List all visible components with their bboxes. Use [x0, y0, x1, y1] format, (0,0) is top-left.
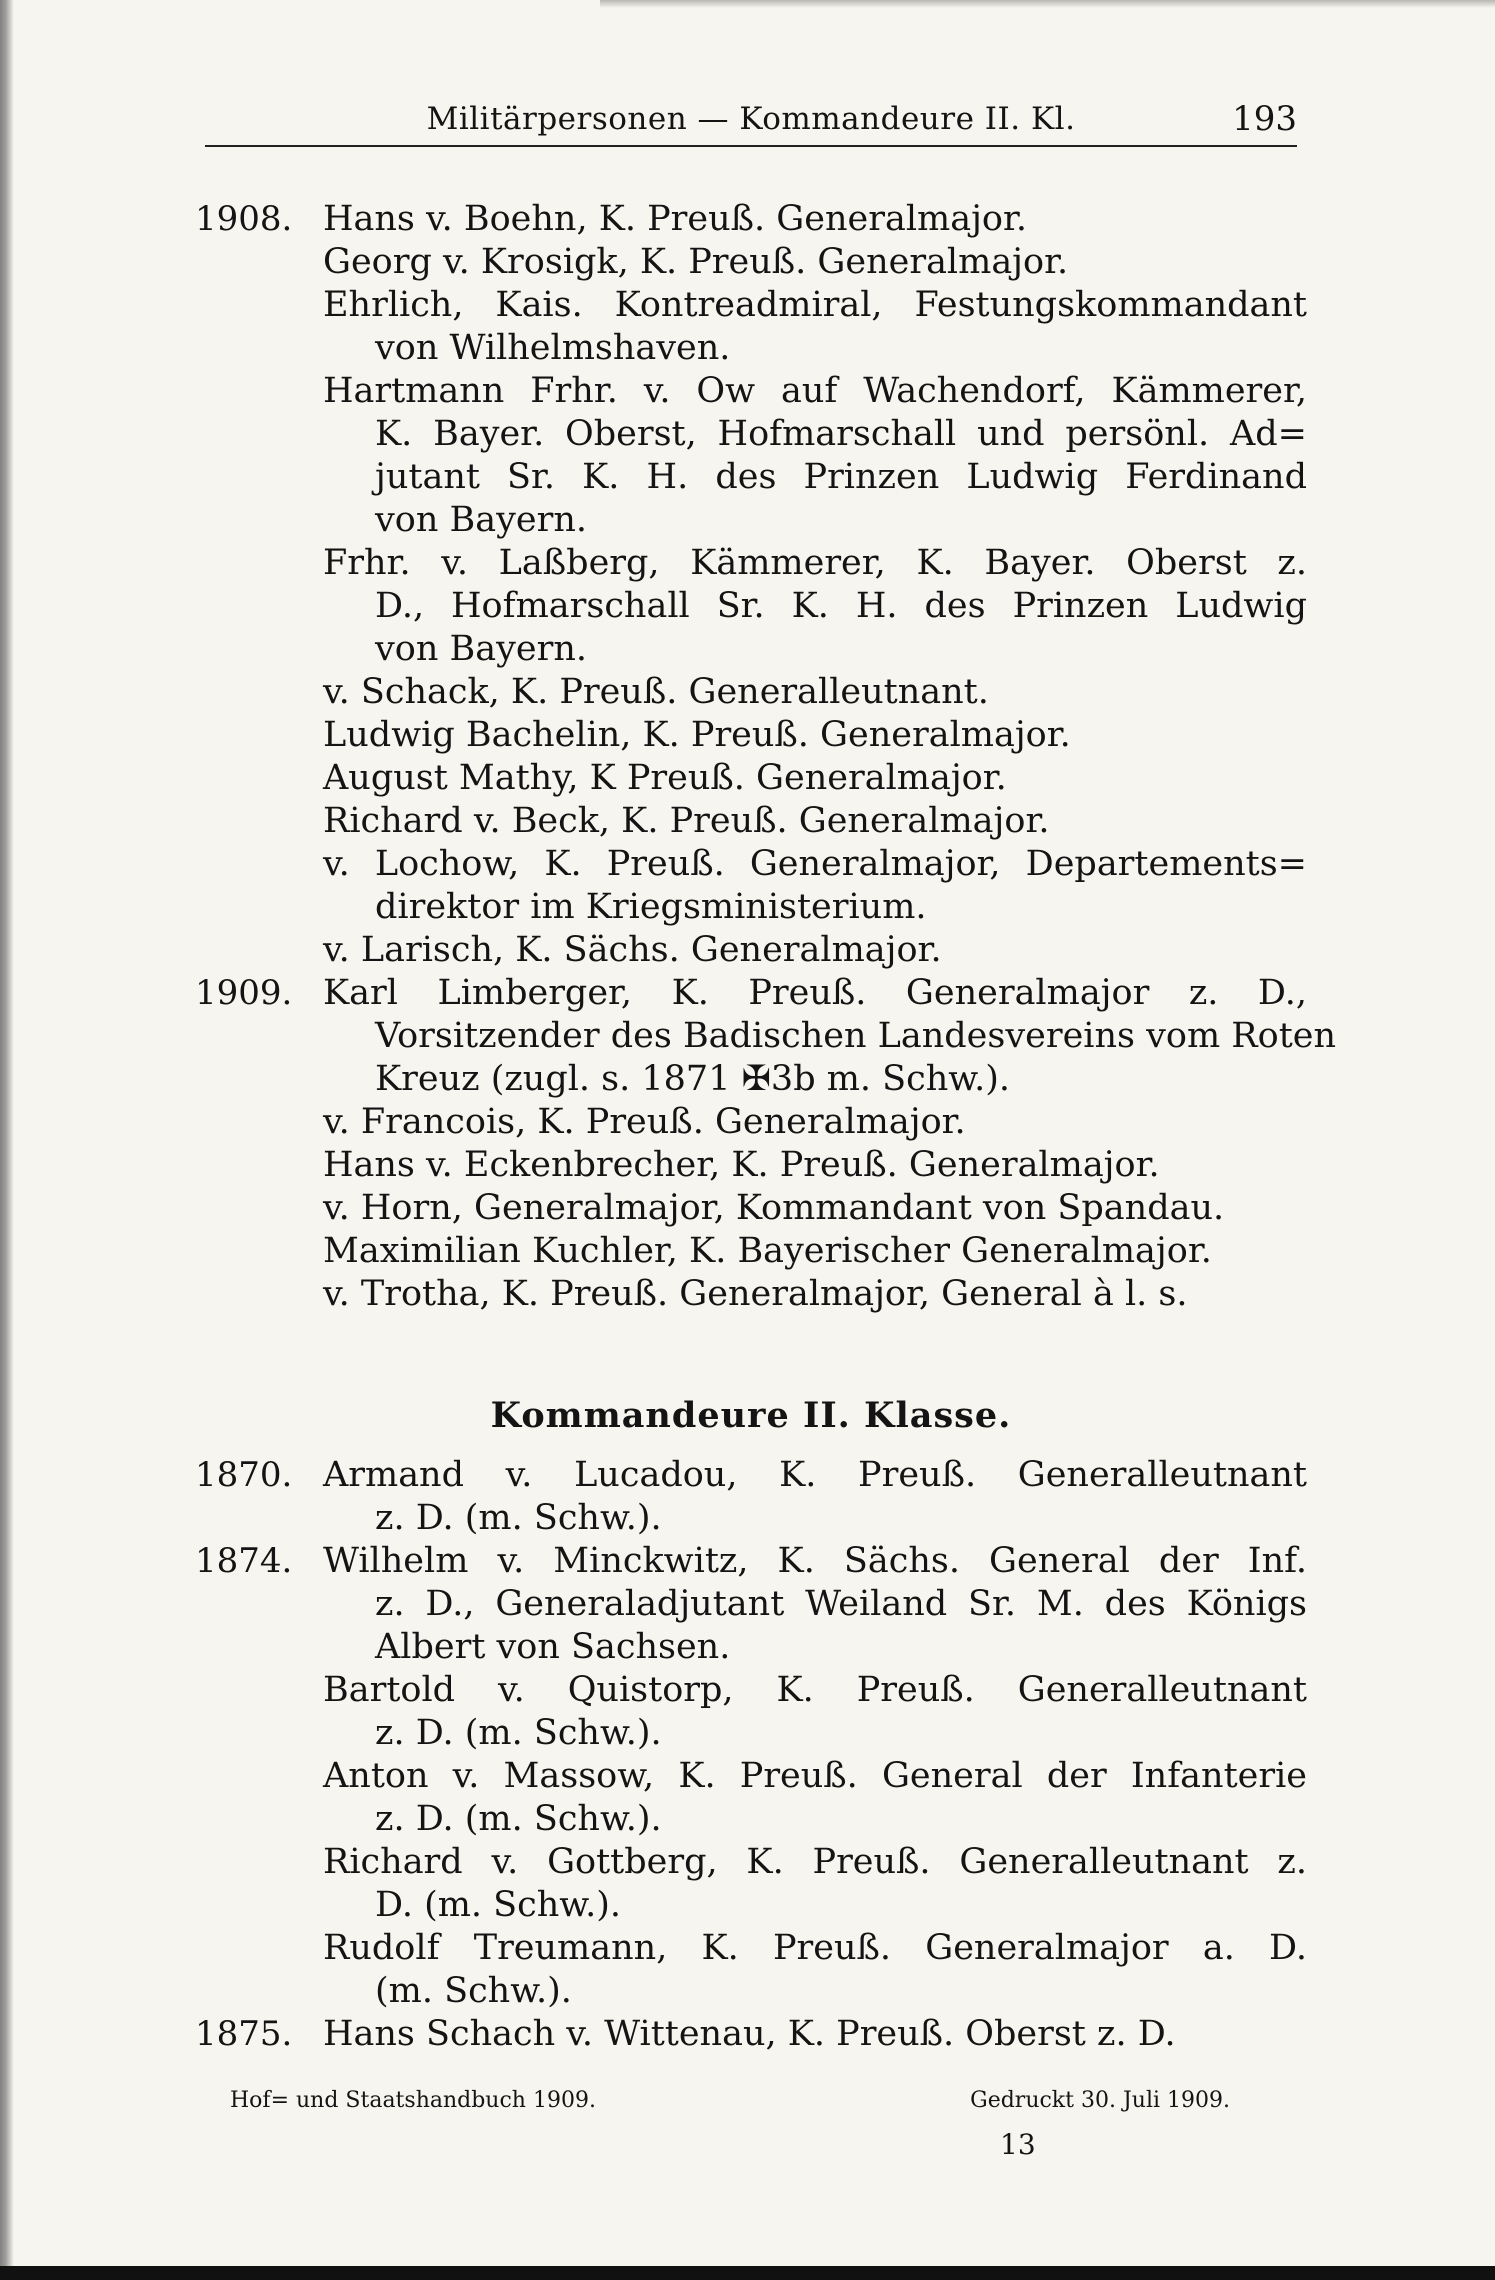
entry-continuation-line: (m. Schw.). — [375, 1971, 572, 2011]
entry-line: v. Larisch, K. Sächs. Generalmajor. — [323, 930, 942, 970]
entry-continuation-line: jutant Sr. K. H. des Prinzen Ludwig Ferdinand — [375, 457, 1307, 497]
register-entry — [195, 1144, 1307, 1187]
entry-line: Ehrlich, Kais. Kontreadmiral, Festungskommandant — [323, 285, 1307, 325]
register-entry — [195, 1273, 1307, 1316]
register-entry — [195, 2013, 1307, 2056]
register-entry — [195, 284, 1307, 370]
entry-line: v. Horn, Generalmajor, Kommandant von Spandau. — [323, 1188, 1225, 1228]
printer-signature: 13 — [1000, 2128, 1036, 2161]
register-entry — [195, 757, 1307, 800]
entry-line: Bartold v. Quistorp, K. Preuß. Generalleutnant — [323, 1670, 1307, 1710]
entry-line: Georg v. Krosigk, K. Preuß. Generalmajor. — [323, 242, 1069, 282]
entry-line: v. Schack, K. Preuß. Generalleutnant. — [323, 672, 989, 712]
entry-line: Hartmann Frhr. v. Ow auf Wachendorf, Kämmerer, — [323, 371, 1307, 411]
entry-year: 1909. — [195, 973, 293, 1013]
register-entry — [195, 843, 1307, 929]
entry-continuation-line: D. (m. Schw.). — [375, 1885, 621, 1925]
entry-continuation-line: z. D. (m. Schw.). — [375, 1713, 662, 1753]
entry-line: Armand v. Lucadou, K. Preuß. Generalleutnant — [323, 1455, 1307, 1495]
entry-line: Ludwig Bachelin, K. Preuß. Generalmajor. — [323, 715, 1071, 755]
entry-continuation-line: K. Bayer. Oberst, Hofmarschall und persönl. Ad= — [375, 414, 1307, 454]
entry-line: Maximilian Kuchler, K. Bayerischer Generalmajor. — [323, 1231, 1212, 1271]
page-content — [195, 198, 1337, 2056]
entry-year: 1908. — [195, 199, 293, 239]
entry-continuation-line: Vorsitzender des Badischen Landesvereins vom Roten — [375, 1016, 1337, 1056]
running-head — [205, 95, 1297, 147]
register-entry — [195, 714, 1307, 757]
register-entry — [195, 198, 1307, 241]
entry-line: August Mathy, K Preuß. Generalmajor. — [323, 758, 1007, 798]
register-entry — [195, 1454, 1307, 1540]
entry-line: Wilhelm v. Minckwitz, K. Sächs. General der Inf. — [323, 1541, 1307, 1581]
entry-year: 1875. — [195, 2014, 293, 2054]
entry-line: Rudolf Treumann, K. Preuß. Generalmajor a. D. — [323, 1928, 1307, 1968]
entry-list-kommandeure-2 — [195, 1454, 1307, 2056]
section-gap — [195, 1316, 1307, 1386]
entry-line: v. Lochow, K. Preuß. Generalmajor, Departements= — [323, 844, 1307, 884]
page-number: 193 — [1232, 99, 1297, 139]
entry-year: 1870. — [195, 1455, 293, 1495]
entry-line: Richard v. Beck, K. Preuß. Generalmajor. — [323, 801, 1050, 841]
register-entry — [195, 241, 1307, 284]
entry-line: Hans v. Eckenbrecher, K. Preuß. Generalmajor. — [323, 1145, 1160, 1185]
entry-continuation-line: z. D. (m. Schw.). — [375, 1799, 662, 1839]
register-entry — [195, 671, 1307, 714]
entry-continuation-line: von Wilhelmshaven. — [375, 328, 731, 368]
entry-continuation-line: Albert von Sachsen. — [375, 1627, 731, 1667]
entry-continuation-line: Kreuz (zugl. s. 1871 ✠3b m. Schw.). — [375, 1059, 1010, 1099]
register-entry — [195, 1927, 1307, 2013]
entry-year: 1874. — [195, 1541, 293, 1581]
register-entry — [195, 800, 1307, 843]
entry-list-kommandeure-1 — [195, 198, 1337, 1316]
page-edge-left — [0, 0, 14, 2280]
entry-continuation-line: von Bayern. — [375, 500, 587, 540]
entry-line: Hans v. Boehn, K. Preuß. Generalmajor. — [323, 199, 1027, 239]
register-entry — [195, 1230, 1307, 1273]
entry-line: Richard v. Gottberg, K. Preuß. Generalleutnant z. — [323, 1842, 1307, 1882]
register-entry — [195, 1755, 1307, 1841]
page-edge-top — [600, 0, 1495, 8]
entry-continuation-line: z. D. (m. Schw.). — [375, 1498, 662, 1538]
entry-continuation-line: z. D., Generaladjutant Weiland Sr. M. des Königs — [375, 1584, 1307, 1624]
page-edge-bottom — [0, 2266, 1495, 2280]
register-entry — [195, 1187, 1307, 1230]
footer-print-date: Gedruckt 30. Juli 1909. — [970, 2088, 1230, 2113]
register-entry — [195, 1841, 1307, 1927]
register-entry — [195, 929, 1307, 972]
register-entry — [195, 1540, 1307, 1669]
entry-continuation-line: D., Hofmarschall Sr. K. H. des Prinzen Ludwig — [375, 586, 1307, 626]
running-title: Militärpersonen — Kommandeure II. Kl. — [426, 101, 1076, 137]
entry-continuation-line: von Bayern. — [375, 629, 587, 669]
entry-line: Frhr. v. Laßberg, Kämmerer, K. Bayer. Oberst z. — [323, 543, 1307, 583]
register-entry — [195, 542, 1307, 671]
section-heading: Kommandeure II. Klasse. — [490, 1395, 1012, 1436]
footer-imprint: Hof= und Staatshandbuch 1909. — [230, 2088, 596, 2113]
entry-line: v. Trotha, K. Preuß. Generalmajor, General à l. s. — [323, 1274, 1188, 1314]
page-footer — [230, 2088, 1230, 2128]
register-entry — [195, 1101, 1307, 1144]
register-entry — [195, 1669, 1307, 1755]
register-entry — [195, 972, 1337, 1101]
entry-line: Karl Limberger, K. Preuß. Generalmajor z. D., — [323, 973, 1307, 1013]
register-entry — [195, 370, 1307, 542]
entry-continuation-line: direktor im Kriegsministerium. — [375, 887, 927, 927]
entry-line: Hans Schach v. Wittenau, K. Preuß. Oberst z. D. — [323, 2014, 1176, 2054]
entry-line: Anton v. Massow, K. Preuß. General der Infanterie — [323, 1756, 1307, 1796]
entry-line: v. Francois, K. Preuß. Generalmajor. — [323, 1102, 966, 1142]
